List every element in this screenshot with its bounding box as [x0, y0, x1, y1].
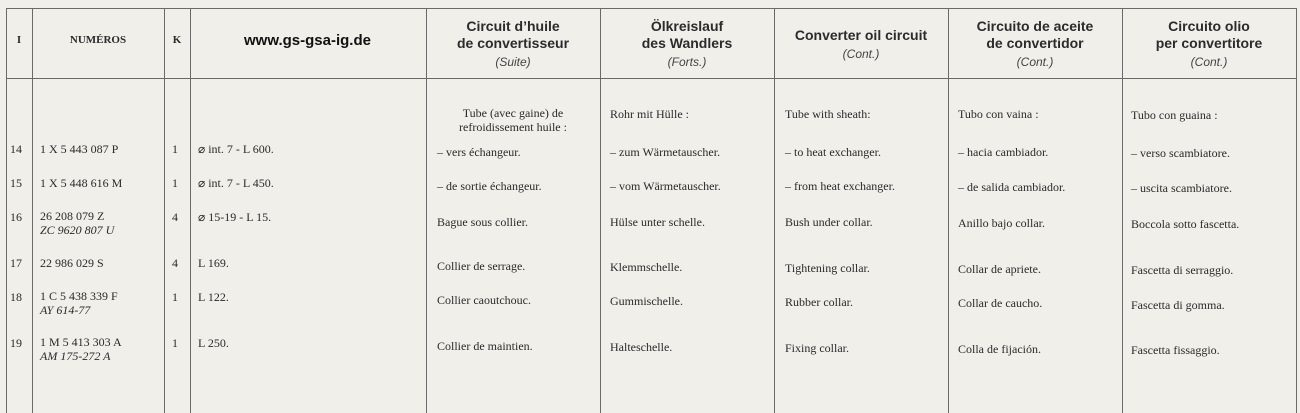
part-number — [40, 209, 114, 237]
header-italian — [1122, 10, 1296, 78]
dimension: ⌀ int. 7 - L 600. — [198, 142, 274, 156]
website-watermark: www.gs-gsa-ig.de — [244, 31, 371, 49]
header-italian-title1: Circuito olio — [1168, 18, 1250, 34]
desc-german: Hülse unter schelle. — [610, 215, 705, 229]
part-number: 1 X 5 443 087 P — [40, 142, 119, 156]
header-german-sub: (Forts.) — [667, 55, 707, 69]
quantity: 4 — [172, 210, 178, 224]
header-spanish — [948, 10, 1122, 78]
header-spanish-title2: de convertidor — [986, 35, 1084, 51]
intro-german: Rohr mit Hülle : — [610, 107, 689, 121]
desc-italian: Fascetta di gomma. — [1131, 298, 1225, 312]
desc-spanish: Anillo bajo collar. — [958, 216, 1045, 230]
part-number-main: 1 C 5 438 339 F — [40, 289, 118, 303]
part-number: 22 986 029 S — [40, 256, 104, 270]
part-number: 1 X 5 448 616 M — [40, 176, 123, 190]
part-number-alt: AM 175-272 A — [40, 349, 111, 363]
part-number-alt: ZC 9620 807 U — [40, 223, 115, 237]
quantity: 1 — [172, 142, 178, 156]
desc-english: Fixing collar. — [785, 341, 849, 355]
header-bottom-border — [6, 78, 1296, 79]
desc-german: Halteschelle. — [610, 340, 673, 354]
quantity: 1 — [172, 176, 178, 190]
header-english — [774, 10, 948, 78]
row-number: 17 — [10, 256, 22, 270]
row-number: 19 — [10, 336, 22, 350]
desc-english: Bush under collar. — [785, 215, 873, 229]
header-numeros: NUMÉROS — [69, 34, 127, 46]
desc-french: Collier de serrage. — [437, 259, 526, 273]
header-german — [600, 10, 774, 78]
desc-italian: Fascetta di serraggio. — [1131, 263, 1234, 277]
header-french — [426, 10, 600, 78]
desc-german: – zum Wärmetauscher. — [610, 145, 721, 159]
desc-french: Collier de maintien. — [437, 339, 533, 353]
header-french-title1: Circuit d’huile — [466, 18, 560, 34]
desc-english: Rubber collar. — [785, 295, 853, 309]
row-number: 14 — [10, 142, 22, 156]
header-spanish-sub: (Cont.) — [1016, 55, 1054, 69]
dimension: ⌀ int. 7 - L 450. — [198, 176, 274, 190]
desc-german: – vom Wärmetauscher. — [610, 179, 721, 193]
dimension: L 169. — [198, 256, 229, 270]
desc-italian: Fascetta fissaggio. — [1131, 343, 1220, 357]
desc-spanish: – de salida cambiador. — [958, 180, 1066, 194]
row-number: 15 — [10, 176, 22, 190]
table-top-border — [6, 8, 1296, 9]
header-german-title1: Ölkreislauf — [650, 18, 724, 34]
desc-spanish: Colla de fijación. — [958, 342, 1041, 356]
intro-italian: Tubo con guaina : — [1131, 108, 1218, 122]
part-number-main: 26 208 079 Z — [40, 209, 105, 223]
desc-italian: Boccola sotto fascetta. — [1131, 217, 1240, 231]
part-number-main: 1 M 5 413 303 A — [40, 335, 122, 349]
desc-german: Klemmschelle. — [610, 260, 683, 274]
header-german-title2: des Wandlers — [641, 35, 733, 51]
desc-english: – to heat exchanger. — [785, 145, 881, 159]
part-number — [40, 335, 122, 363]
row-number: 16 — [10, 210, 22, 224]
intro-french: Tube (avec gaine) de refroidissement huile : — [459, 106, 567, 134]
desc-spanish: Collar de caucho. — [958, 296, 1043, 310]
header-english-sub: (Cont.) — [842, 46, 880, 61]
col-divider — [1296, 8, 1297, 413]
desc-english: – from heat exchanger. — [785, 179, 895, 193]
header-english-title1: Converter oil circuit — [794, 26, 928, 43]
dimension: L 122. — [198, 290, 229, 304]
desc-english: Tightening collar. — [785, 261, 870, 275]
desc-french: – de sortie échangeur. — [437, 179, 542, 193]
intro-spanish: Tubo con vaina : — [958, 107, 1039, 121]
part-number-alt: AY 614-77 — [40, 303, 91, 317]
dimension: L 250. — [198, 336, 229, 350]
header-italian-sub: (Cont.) — [1190, 55, 1228, 69]
desc-spanish: – hacia cambiador. — [958, 145, 1049, 159]
header-k: K — [172, 34, 182, 46]
desc-german: Gummischelle. — [610, 294, 683, 308]
quantity: 4 — [172, 256, 178, 270]
row-number: 18 — [10, 290, 22, 304]
desc-spanish: Collar de apriete. — [958, 262, 1041, 276]
header-french-sub: (Suite) — [495, 55, 531, 69]
quantity: 1 — [172, 290, 178, 304]
dimension: ⌀ 15-19 - L 15. — [198, 210, 272, 224]
header-spanish-title1: Circuito de aceite — [976, 18, 1094, 34]
header-index: I — [16, 34, 22, 46]
desc-italian: – uscita scambiatore. — [1131, 181, 1232, 195]
header-italian-title2: per convertitore — [1155, 35, 1263, 51]
quantity: 1 — [172, 336, 178, 350]
desc-french: – vers échangeur. — [437, 145, 521, 159]
header-french-title2: de convertisseur — [456, 35, 570, 51]
desc-french: Bague sous collier. — [437, 215, 528, 229]
part-number — [40, 289, 118, 317]
desc-italian: – verso scambiatore. — [1131, 146, 1230, 160]
desc-french: Collier caoutchouc. — [437, 293, 531, 307]
intro-english: Tube with sheath: — [785, 107, 871, 121]
